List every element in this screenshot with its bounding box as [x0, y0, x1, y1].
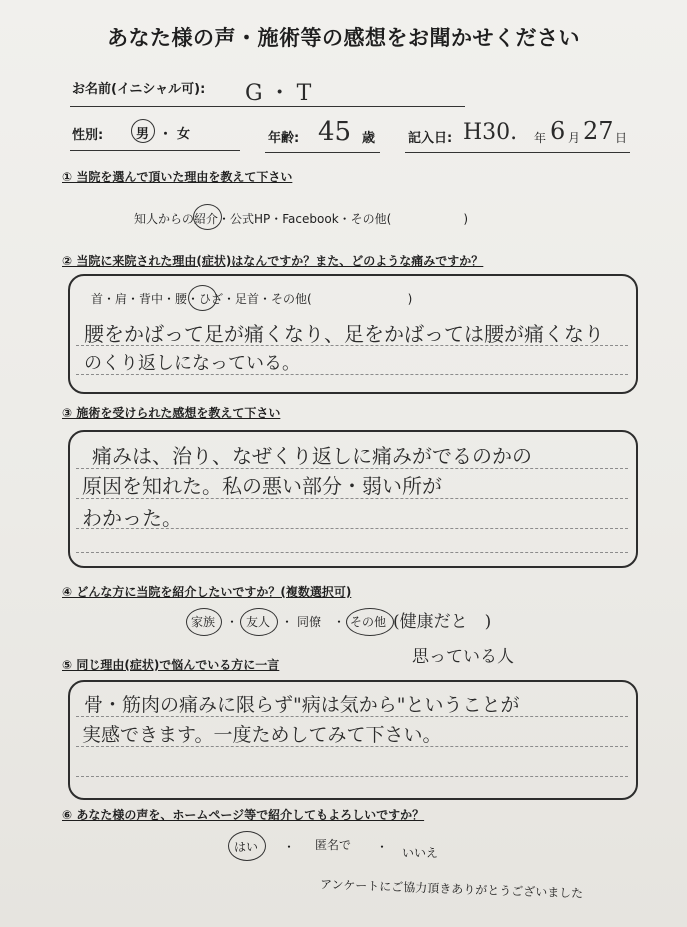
q5-answer-line2: 実感できます。一度ためしてみて下さい。	[82, 724, 442, 746]
gender-male: 男	[136, 127, 150, 142]
date-day-value: 27	[583, 117, 614, 145]
q5-answer-line1: 骨・筋肉の痛みに限らず"病は気から"ということが	[84, 694, 520, 716]
q4-option-coworker: 同僚	[297, 615, 322, 629]
q4-heading: ④ どんな方に当院を紹介したいですか？(複数選択可)	[62, 585, 352, 599]
date-month-unit: 月	[568, 131, 581, 145]
date-underline	[405, 152, 630, 153]
age-label: 年齢:	[268, 131, 300, 146]
q4-separator: ・	[281, 615, 294, 629]
age-value: 45	[318, 117, 352, 147]
q6-option-anonymous: 匿名で	[315, 838, 352, 852]
q5-heading: ⑤ 同じ理由(症状)で悩んでいる方に一言	[62, 658, 280, 672]
q3-answer-line1: 痛みは、治り、なぜくり返しに痛みがでるのかの	[92, 444, 532, 468]
q4-other-text1: (健康だと )	[393, 612, 492, 632]
selected-circle	[193, 204, 222, 230]
q2-answer-line2: のくり返しになっている。	[84, 353, 300, 374]
q1-options: 知人からの紹介・公式HP・Facebook・その他( )	[134, 212, 469, 226]
dotted-line	[76, 776, 628, 777]
q4-option-family: 家族	[191, 615, 216, 629]
q4-option-other: その他	[350, 615, 387, 629]
gender-separator: ・	[159, 127, 173, 142]
age-underline	[265, 152, 380, 153]
q6-option-no: いいえ	[402, 846, 439, 860]
gender-female: 女	[177, 127, 191, 142]
selected-circle	[188, 285, 217, 311]
date-month-value: 6	[550, 117, 566, 145]
name-value: G・T	[245, 81, 318, 106]
date-label: 記入日:	[408, 131, 453, 146]
q1-heading: ① 当院を選んで頂いた理由を教えて下さい	[62, 170, 293, 184]
q4-other-text2: 思っている人	[412, 647, 514, 667]
q6-separator: ・	[376, 840, 389, 854]
dotted-line	[76, 552, 628, 553]
q2-answer-line1: 腰をかばって足が痛くなり、足をかばっては腰が痛くなり	[84, 322, 604, 346]
q4-option-friend: 友人	[246, 615, 271, 629]
q3-answer-line2: 原因を知れた。私の悪い部分・弱い所が	[82, 474, 442, 498]
date-year-value: H30.	[463, 120, 518, 145]
q4-separator: ・	[333, 615, 346, 629]
name-underline	[70, 106, 465, 107]
name-label: お名前(イニシャル可):	[72, 82, 206, 97]
date-year-unit: 年	[534, 131, 547, 145]
q3-heading: ③ 施術を受けられた感想を教えて下さい	[62, 406, 281, 420]
q2-heading: ② 当院に来院された理由(症状)はなんですか？また、どのような痛みですか？	[62, 254, 484, 268]
q6-option-yes: はい	[234, 840, 259, 854]
q6-heading: ⑥ あなた様の声を、ホームページ等で紹介してもよろしいですか？	[62, 808, 425, 822]
q2-options: 首・肩・背中・腰・ひざ・足首・その他( )	[91, 292, 413, 306]
q4-separator: ・	[226, 615, 239, 629]
gender-underline	[70, 150, 240, 151]
date-day-unit: 日	[615, 131, 628, 145]
q3-answer-line3: わかった。	[82, 506, 182, 530]
footer-thanks: アンケートにご協力頂きありがとうございました	[319, 877, 584, 901]
q6-separator: ・	[283, 840, 296, 854]
gender-label: 性別:	[72, 128, 104, 143]
age-unit: 歳	[362, 131, 376, 146]
page-title: あなた様の声・施術等の感想をお聞かせください	[107, 26, 580, 50]
